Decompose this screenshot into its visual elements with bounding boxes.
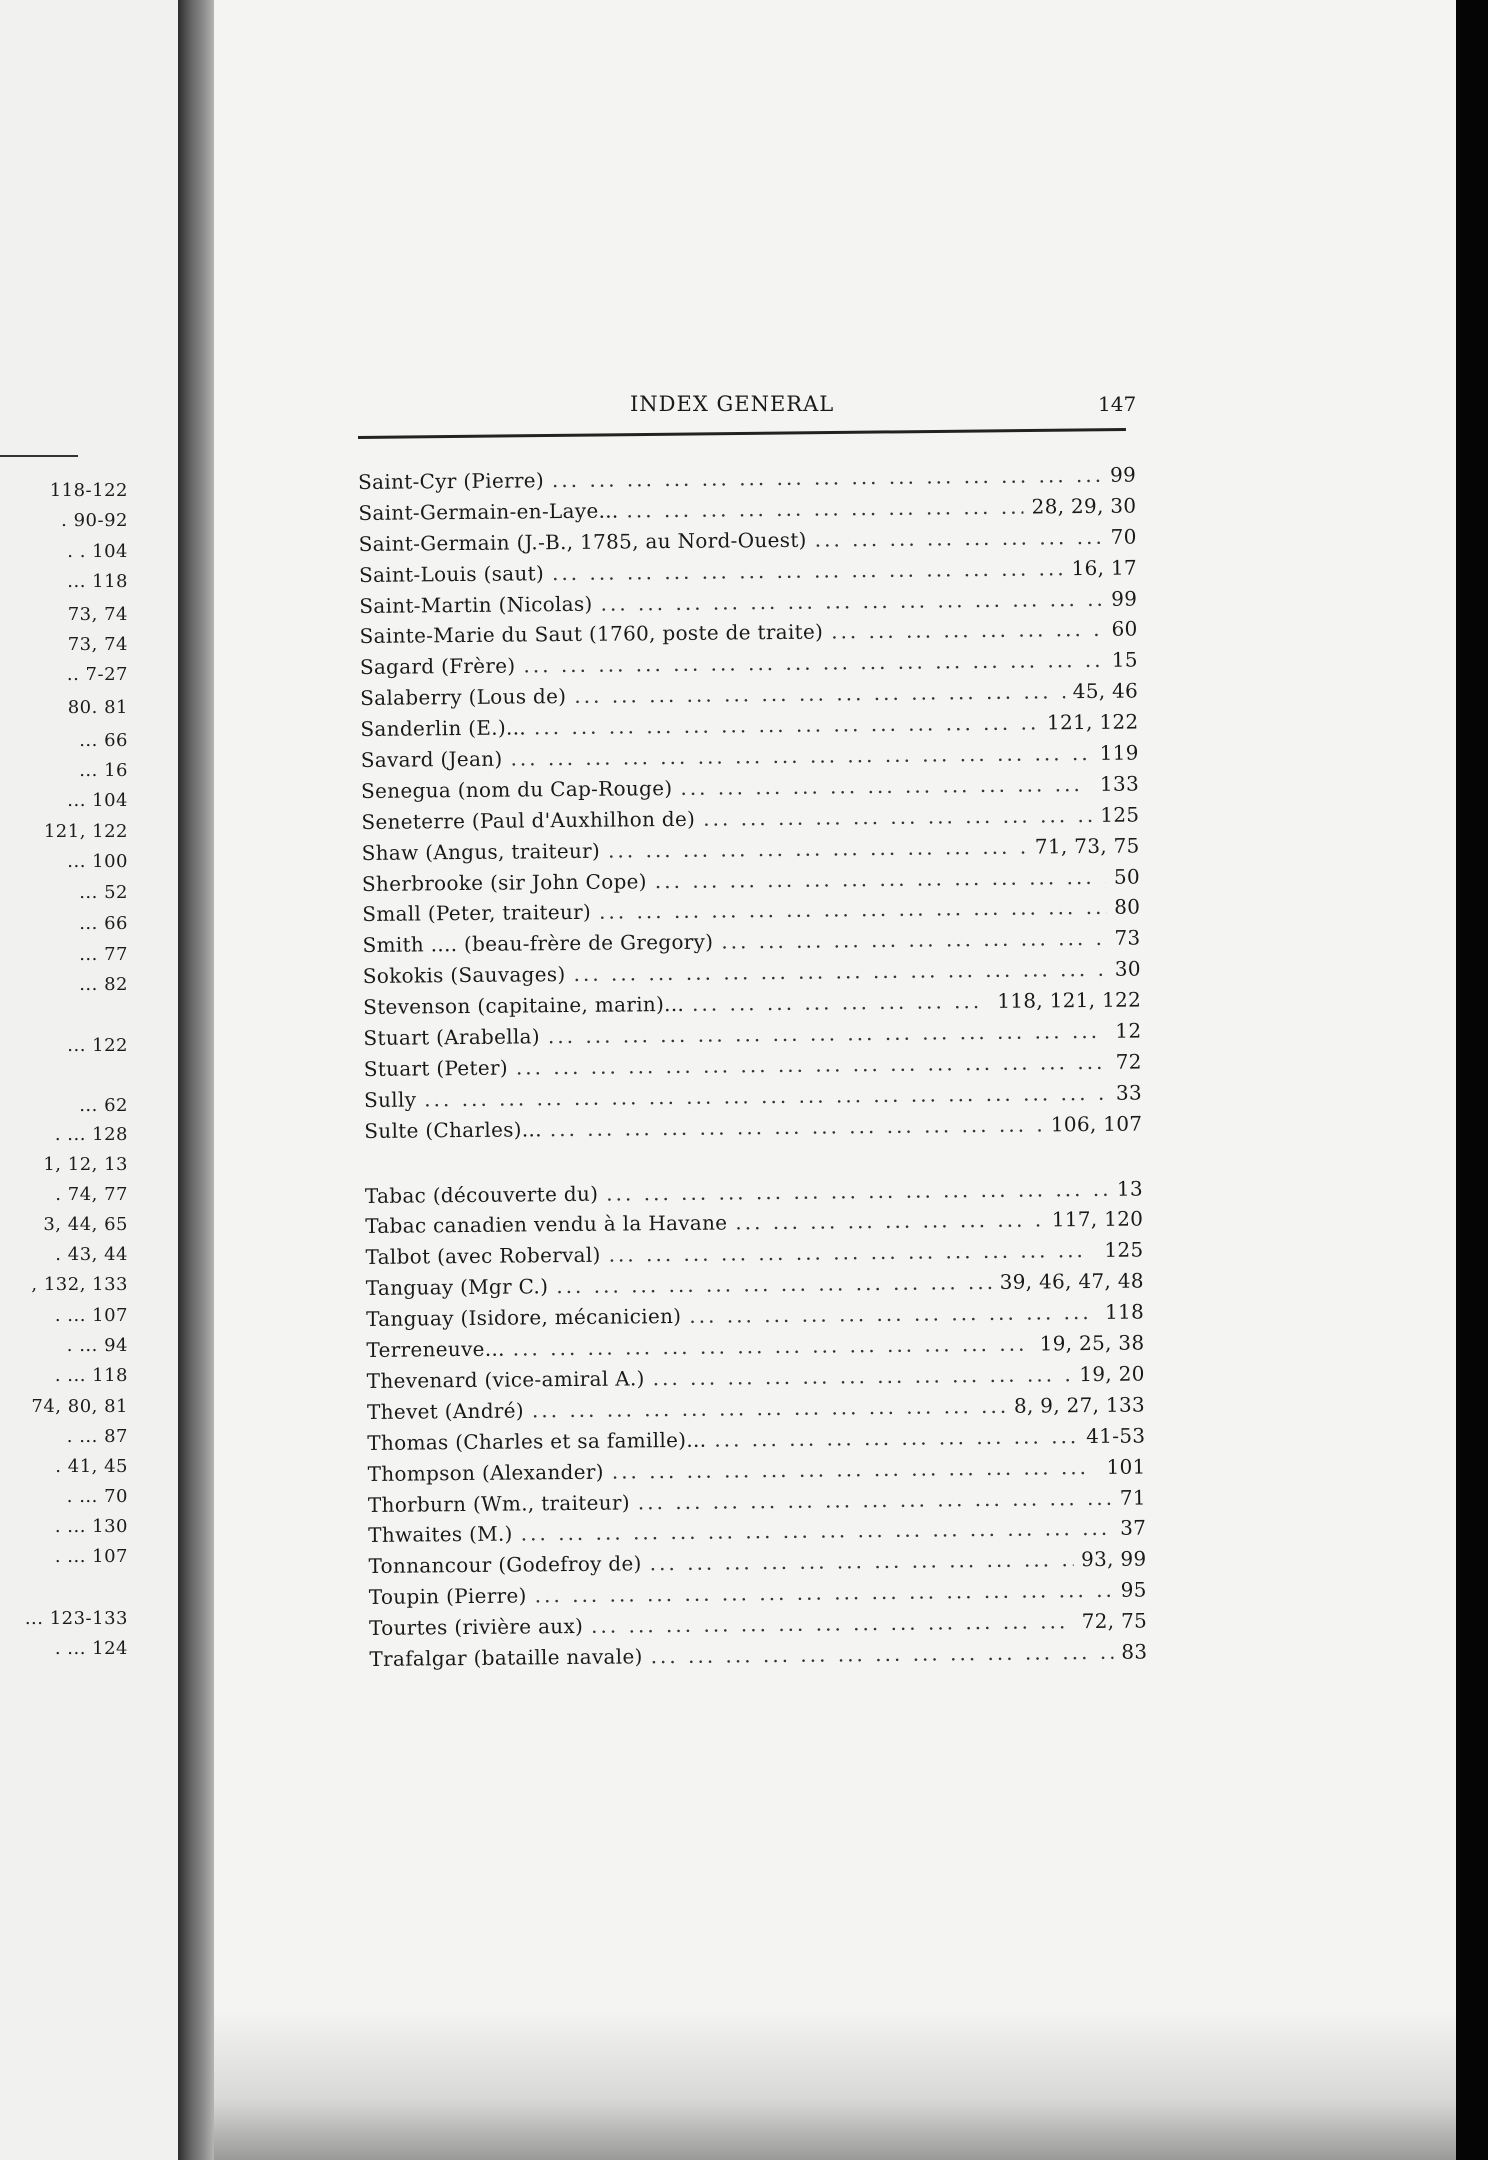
- header-rule: [358, 428, 1126, 439]
- entry-name: Sherbrooke (sir John Cope): [361, 868, 647, 896]
- entry-name: Seneterre (Paul d'Auxhilhon de): [361, 806, 696, 834]
- entry-pages: 101: [1106, 1454, 1146, 1479]
- left-page-line: ... 66: [79, 730, 128, 751]
- dot-leader: [612, 1455, 1099, 1484]
- left-page-line: ... 122: [67, 1035, 128, 1056]
- entry-name: Shaw (Angus, traiteur): [361, 838, 601, 865]
- left-page-line: . 41, 45: [55, 1456, 128, 1477]
- left-page-line: 80. 81: [67, 697, 128, 718]
- left-page-line: ... 82: [79, 974, 128, 995]
- index-entry: [369, 1639, 1147, 1677]
- entry-name: Tanguay (Mgr C.): [365, 1274, 549, 1301]
- left-page-line: 74, 80, 81: [31, 1396, 128, 1417]
- dot-leader: [638, 1485, 1112, 1514]
- dot-leader: [606, 1176, 1109, 1205]
- dot-leader: [532, 1394, 1006, 1423]
- dot-leader: [815, 525, 1103, 552]
- dot-leader: [550, 1112, 1043, 1141]
- dot-leader: [510, 741, 1091, 771]
- dot-leader: [735, 1208, 1044, 1235]
- entry-pages: 83: [1121, 1639, 1148, 1664]
- entry-pages: 30: [1114, 956, 1141, 982]
- dot-leader: [424, 1081, 1108, 1112]
- entry-name: Saint-Germain-en-Laye...: [358, 498, 619, 525]
- left-page-line: ... 123-133: [24, 1608, 128, 1629]
- left-page: [0, 0, 178, 2160]
- entry-pages: 125: [1100, 802, 1140, 827]
- entry-pages: 71: [1119, 1484, 1147, 1510]
- entry-name: Thorburn (Wm., traiteur): [367, 1489, 630, 1517]
- left-page-line: 1, 12, 13: [43, 1154, 128, 1175]
- left-page-line: . ... 128: [54, 1124, 128, 1145]
- binding-gutter: [178, 0, 214, 2160]
- entry-pages: 19, 25, 38: [1039, 1330, 1145, 1356]
- entry-pages: 133: [1099, 771, 1140, 796]
- left-page-line: ... 16: [79, 760, 128, 781]
- entry-pages: 41-53: [1086, 1423, 1146, 1448]
- entry-name: Trafalgar (bataille navale): [369, 1644, 643, 1671]
- left-page-line: ... 100: [67, 851, 128, 872]
- dot-leader: [831, 617, 1104, 644]
- left-page-line: ... 66: [79, 913, 128, 934]
- dot-leader: [552, 463, 1102, 492]
- entry-pages: 106, 107: [1050, 1111, 1143, 1137]
- dot-leader: [523, 648, 1104, 678]
- dot-leader: [521, 1516, 1113, 1546]
- dot-leader: [653, 1362, 1072, 1390]
- index-list: [358, 463, 1148, 1678]
- dot-leader: [513, 1332, 1032, 1361]
- entry-pages: 118: [1104, 1299, 1145, 1325]
- dot-leader: [714, 1424, 1078, 1451]
- left-page-rule: [0, 455, 78, 457]
- entry-name: Small (Peter, traiteur): [362, 900, 592, 927]
- entry-pages: 121, 122: [1046, 709, 1139, 735]
- dot-leader: [591, 1609, 1074, 1638]
- left-page-line: 121, 122: [43, 821, 128, 842]
- entry-name: Senegua (nom du Cap-Rouge): [360, 775, 673, 803]
- dot-leader: [655, 864, 1106, 892]
- dot-leader: [552, 556, 1064, 585]
- index-section-s: [358, 463, 1142, 1150]
- dot-leader: [608, 834, 1027, 862]
- left-page-line: 118-122: [49, 480, 128, 501]
- dot-leader: [516, 1050, 1108, 1080]
- entry-pages: 28, 29, 30: [1031, 493, 1137, 519]
- entry-name: Saint-Germain (J.-B., 1785, au Nord-Ouest): [358, 527, 807, 556]
- page-number: 147: [1098, 392, 1137, 416]
- entry-name: Saint-Cyr (Pierre): [358, 468, 545, 494]
- entry-name: Talbot (avec Roberval): [365, 1243, 601, 1270]
- entry-name: Thevenard (vice-amiral A.): [366, 1366, 645, 1393]
- scan-background-edge: [1456, 0, 1488, 2160]
- entry-name: Stevenson (capitaine, marin)...: [363, 992, 685, 1020]
- index-section-t: [365, 1176, 1148, 1678]
- entry-name: Saint-Martin (Nicolas): [359, 591, 593, 618]
- left-page-line: . 74, 77: [55, 1184, 128, 1205]
- entry-name: Sully: [363, 1087, 417, 1112]
- left-page-line: ... 104: [67, 790, 128, 811]
- dot-leader: [574, 679, 1065, 708]
- dot-leader: [600, 586, 1103, 615]
- entry-pages: 13: [1116, 1176, 1144, 1201]
- dot-leader: [609, 1238, 1097, 1267]
- entry-pages: 99: [1111, 586, 1138, 611]
- dot-leader: [556, 1270, 992, 1298]
- dot-leader: [534, 711, 1039, 740]
- left-page-line: . ... 87: [66, 1426, 128, 1447]
- entry-pages: 12: [1115, 1018, 1142, 1043]
- entry-name: Sanderlin (E.)...: [360, 715, 527, 742]
- entry-pages: 8, 9, 27, 133: [1013, 1392, 1146, 1418]
- entry-pages: 70: [1110, 524, 1137, 549]
- dot-leader: [650, 1547, 1074, 1575]
- entry-name: Stuart (Arabella): [363, 1024, 541, 1051]
- entry-name: Tonnancour (Godefroy de): [368, 1551, 642, 1579]
- left-page-line: 73, 74: [67, 634, 128, 655]
- left-page-line: ... 52: [79, 882, 128, 903]
- dot-leader: [535, 1578, 1113, 1608]
- entry-pages: 118, 121, 122: [997, 987, 1142, 1014]
- entry-pages: 71, 73, 75: [1034, 833, 1140, 859]
- dot-leader: [548, 1019, 1108, 1048]
- entry-pages: 95: [1120, 1577, 1147, 1602]
- dot-leader: [599, 895, 1106, 924]
- entry-name: Terreneuve...: [366, 1336, 505, 1363]
- entry-name: Saint-Louis (saut): [358, 560, 545, 587]
- left-page-line: ... 118: [67, 571, 128, 592]
- dot-leader: [651, 1640, 1114, 1668]
- entry-name: Savard (Jean): [360, 746, 503, 773]
- entry-name: Salaberry (Lous de): [360, 684, 567, 711]
- right-page: [214, 0, 1456, 2160]
- entry-pages: 60: [1111, 616, 1138, 642]
- entry-name: Thwaites (M.): [368, 1521, 513, 1548]
- left-page-line: . ... 118: [54, 1365, 128, 1386]
- entry-name: Stuart (Peter): [363, 1055, 508, 1081]
- left-page-line: . ... 70: [66, 1486, 128, 1507]
- entry-name: Sulte (Charles)...: [364, 1116, 542, 1143]
- entry-pages: 72: [1115, 1049, 1142, 1074]
- dot-leader: [721, 926, 1106, 954]
- entry-pages: 33: [1115, 1080, 1143, 1105]
- left-page-line: . 90-92: [61, 510, 128, 531]
- entry-pages: 37: [1120, 1515, 1147, 1541]
- entry-pages: 99: [1109, 462, 1137, 487]
- page-bottom-shadow: [214, 2010, 1456, 2160]
- entry-name: Sokokis (Sauvages): [362, 962, 566, 989]
- entry-pages: 117, 120: [1051, 1206, 1144, 1232]
- entry-pages: 119: [1099, 740, 1139, 765]
- left-page-line: ... 77: [79, 944, 128, 965]
- dot-leader: [689, 1300, 1097, 1328]
- entry-name: Smith .... (beau-frère de Gregory): [362, 929, 714, 958]
- entry-pages: 15: [1111, 647, 1138, 673]
- entry-name: Tanguay (Isidore, mécanicien): [366, 1304, 682, 1332]
- dot-leader: [703, 803, 1092, 831]
- left-page-line: 73, 74: [67, 604, 128, 625]
- entry-pages: 80: [1114, 894, 1141, 920]
- entry-pages: 45, 46: [1072, 678, 1139, 704]
- left-page-line: . ... 107: [54, 1546, 128, 1567]
- left-page-line: . ... 130: [54, 1516, 128, 1537]
- left-page-line: . ... 124: [54, 1638, 128, 1659]
- dot-leader: [680, 772, 1092, 800]
- entry-pages: 19, 20: [1079, 1361, 1145, 1387]
- left-page-line: 3, 44, 65: [43, 1214, 128, 1235]
- left-page-line: ... 62: [79, 1095, 128, 1116]
- entry-name: Thompson (Alexander): [367, 1459, 604, 1486]
- left-page-line: . ... 107: [54, 1305, 128, 1326]
- entry-pages: 72, 75: [1081, 1608, 1148, 1634]
- dot-leader: [626, 495, 1023, 523]
- entry-pages: 39, 46, 47, 48: [999, 1268, 1144, 1295]
- running-head: INDEX GENERAL: [630, 392, 835, 416]
- entry-pages: 50: [1113, 864, 1141, 889]
- entry-pages: 125: [1104, 1237, 1144, 1263]
- entry-name: Sainte-Marie du Saut (1760, poste de traite): [359, 619, 824, 649]
- entry-pages: 16, 17: [1071, 555, 1138, 580]
- dot-leader: [692, 989, 989, 1016]
- entry-name: Tabac canadien vendu à la Havane: [365, 1210, 728, 1239]
- dot-leader: [573, 957, 1106, 986]
- entry-name: Tourtes (rivière aux): [369, 1613, 584, 1641]
- entry-name: Thomas (Charles et sa famille)...: [367, 1427, 707, 1455]
- entry-name: Toupin (Pierre): [368, 1583, 527, 1610]
- entry-name: Tabac (découverte du): [364, 1181, 599, 1208]
- entry-name: Thevet (André): [366, 1398, 525, 1424]
- entry-name: Sagard (Frère): [359, 653, 516, 680]
- left-page-line: , 132, 133: [31, 1274, 128, 1295]
- left-page-line: . ... 94: [66, 1335, 128, 1356]
- entry-pages: 73: [1114, 925, 1141, 951]
- left-page-line: . 43, 44: [55, 1244, 128, 1265]
- entry-pages: 93, 99: [1080, 1546, 1147, 1572]
- left-page-line: .. 7-27: [66, 664, 128, 685]
- left-page-line: . . 104: [67, 541, 128, 562]
